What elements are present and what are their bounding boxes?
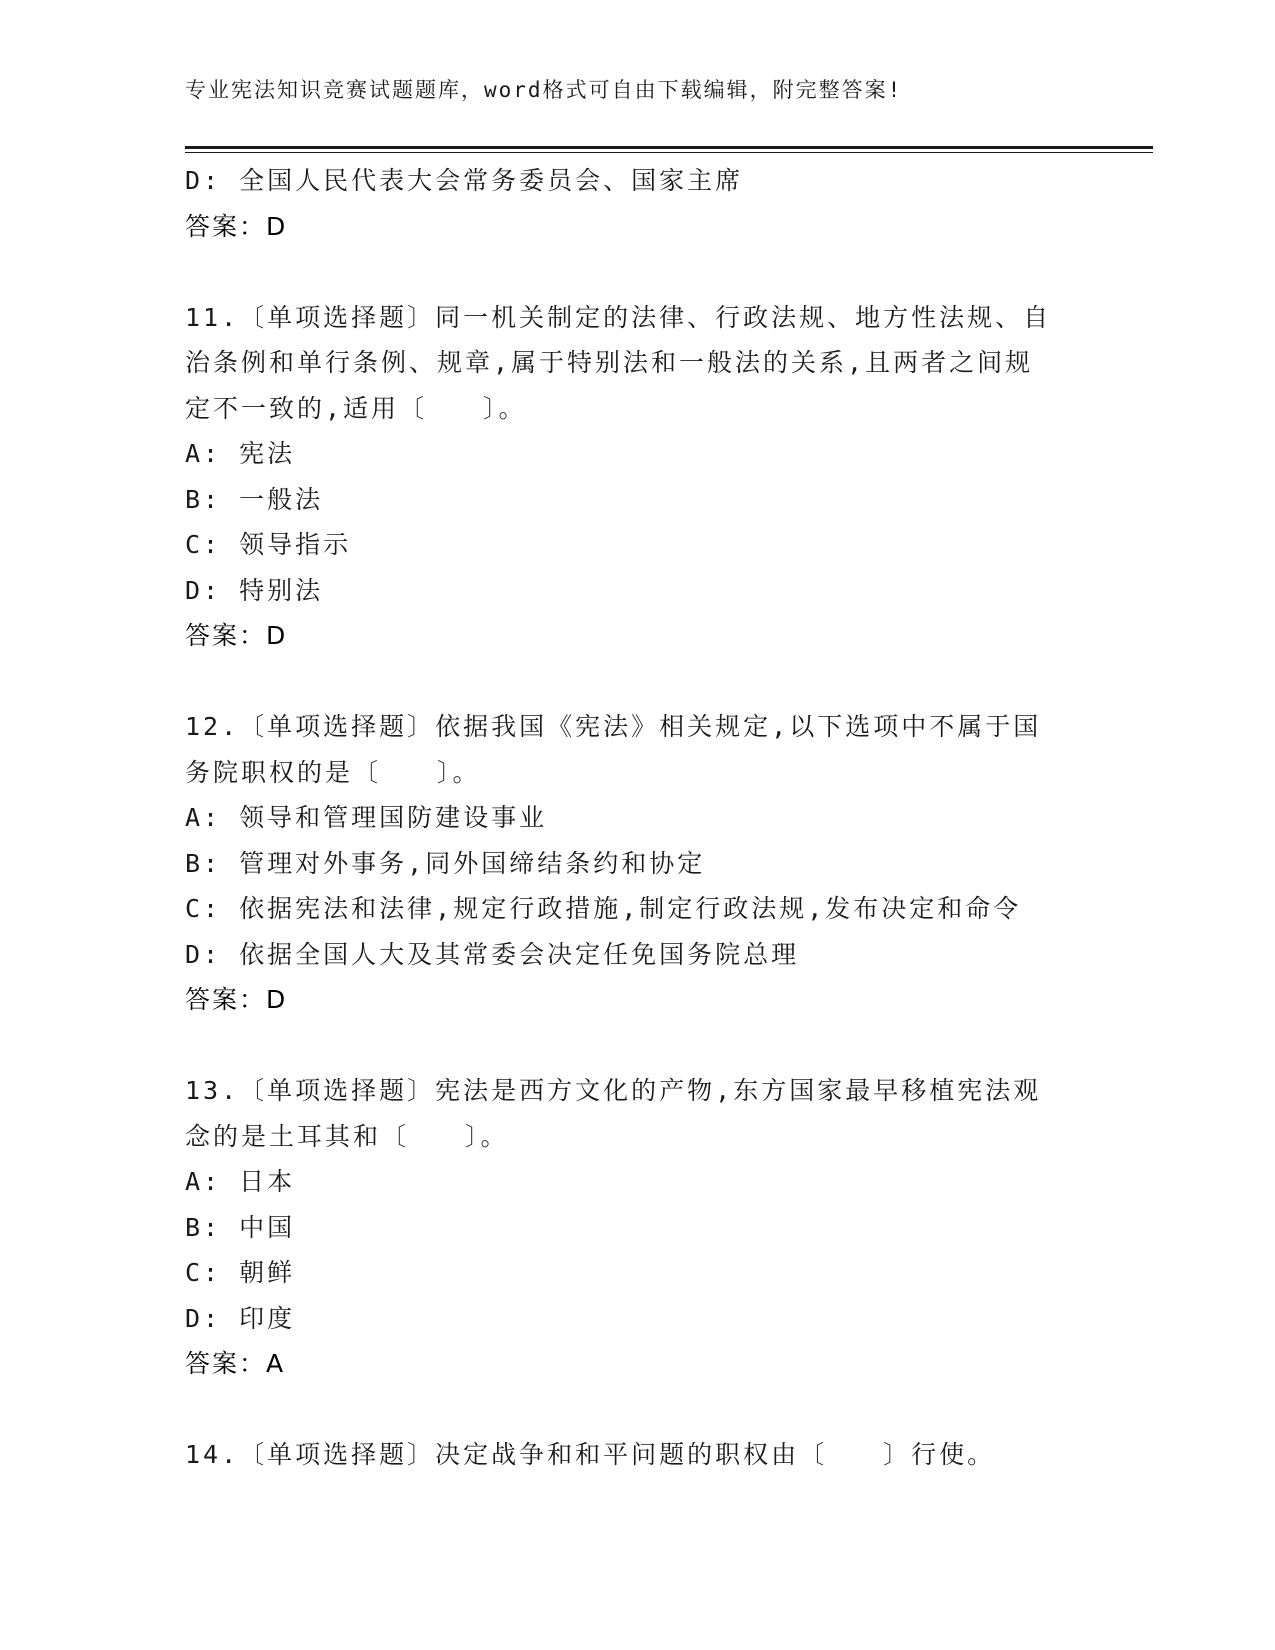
option-a: A: 领导和管理国防建设事业 [185,803,548,832]
question-text-line: 务院职权的是〔 〕。 [185,757,481,787]
question-text-line: 14.〔单项选择题〕决定战争和和平问题的职权由〔 〕行使。 [185,1440,996,1469]
option-b: B: 中国 [185,1212,296,1242]
spacer [185,1387,1085,1433]
question-text-line: 治条例和单行条例、规章,属于特别法和一般法的关系,且两者之间规 [185,348,1034,377]
question-text-line: 11.〔单项选择题〕同一机关制定的法律、行政法规、地方性法规、自 [185,302,1052,332]
option-c: C: 朝鲜 [185,1258,296,1287]
option-d: D: 依据全国人大及其常委会决定任免国务院总理 [185,939,800,969]
page-header: 专业宪法知识竞赛试题题库，word格式可自由下载编辑，附完整答案! [185,78,903,102]
option-d: D: 特别法 [185,575,324,605]
option-a: A: 宪法 [185,439,296,468]
question-text-line: 13.〔单项选择题〕宪法是西方文化的产物,东方国家最早移植宪法观 [185,1076,1042,1105]
question-14 [185,1432,1085,1478]
answer: 答案：A [185,1349,286,1378]
answer: 答案：D [185,985,288,1014]
spacer [185,249,1085,295]
question-12 [185,704,1085,1023]
spacer [185,1023,1085,1069]
option-d: D: 印度 [185,1303,296,1333]
option-c: C: 领导指示 [185,530,352,559]
option-b: B: 一般法 [185,484,324,514]
answer: 答案：D [185,621,288,650]
answer: 答案：D [185,211,288,241]
option-b: B: 管理对外事务,同外国缔结条约和协定 [185,848,706,878]
question-13 [185,1068,1085,1387]
option-a: A: 日本 [185,1167,296,1196]
question-text-line: 定不一致的,适用〔 〕。 [185,393,527,423]
question-text-line: 念的是土耳其和〔 〕。 [185,1121,509,1151]
header-rule-thin [185,152,1153,153]
spacer [185,659,1085,705]
document-body [185,158,1085,1478]
question-11 [185,295,1085,659]
option-d: D: 全国人民代表大会常务委员会、国家主席 [185,166,744,195]
header-rule-thick [185,146,1153,149]
option-c: C: 依据宪法和法律,规定行政措施,制定行政法规,发布决定和命令 [185,894,1022,923]
question-text-line: 12.〔单项选择题〕依据我国《宪法》相关规定,以下选项中不属于国 [185,712,1042,741]
